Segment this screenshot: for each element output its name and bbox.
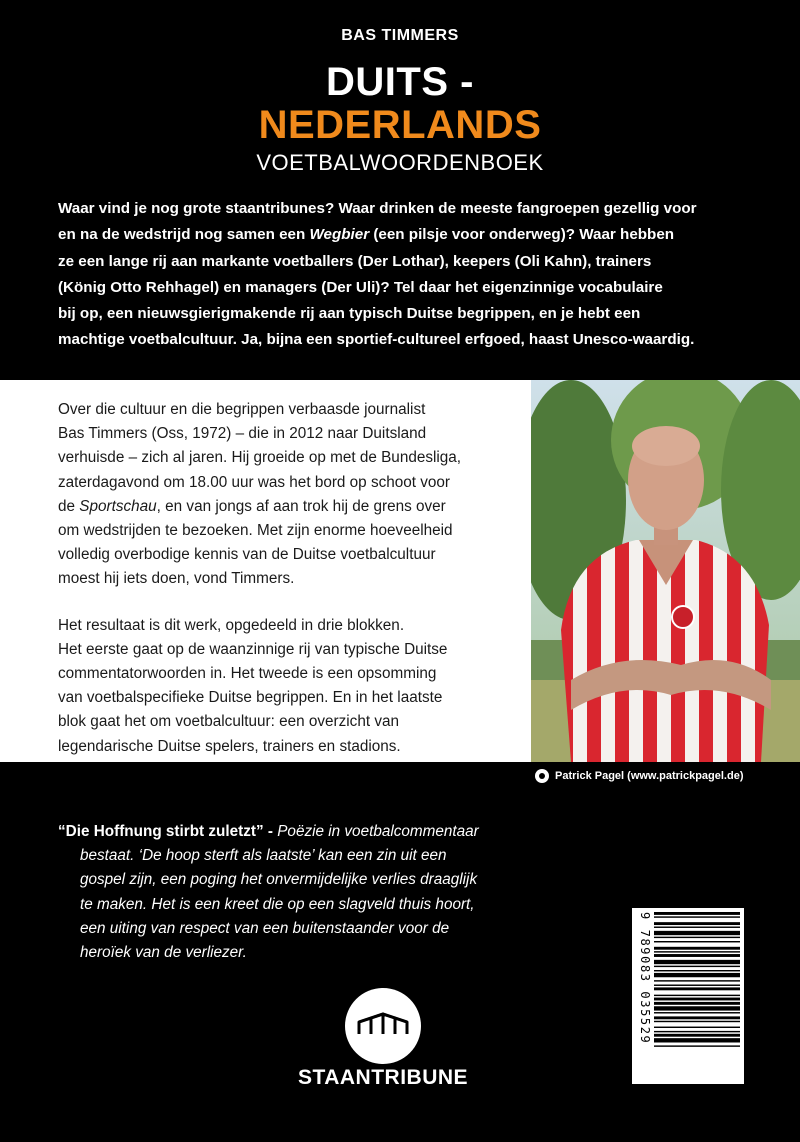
- quote-line: te maken. Het is een kreet die op een slagveld thuis hoort,: [80, 895, 475, 913]
- barcode-bar: [654, 1006, 740, 1010]
- body-line: commentatorwoorden in. Het tweede is een opsomming: [58, 665, 437, 683]
- quote-line: heroïek van de verliezer.: [80, 944, 247, 962]
- barcode-bar: [654, 966, 740, 967]
- publisher-name: STAANTRIBUNE: [297, 1066, 469, 1089]
- barcode-bar: [654, 980, 740, 981]
- intro-line: bij op, een nieuwsgierigmakende rij aan typisch Duitse begrippen, en je hebt een: [58, 305, 641, 323]
- barcode-bar: [654, 916, 740, 917]
- barcode-bar: [654, 947, 740, 950]
- publisher-logo: [345, 988, 421, 1064]
- barcode-bar: [654, 995, 740, 996]
- barcode-bar: [654, 922, 740, 925]
- barcode-bar: [654, 912, 740, 915]
- quote-line: bestaat. ‘De hoop sterft als laatste’ kan een zin uit een: [80, 847, 447, 865]
- author-name: BAS TIMMERS: [341, 27, 459, 44]
- body-line: om wedstrijden te bezoeken. Met zijn enorme hoeveelheid: [58, 522, 453, 540]
- subtitle: VOETBALWOORDENBOEK: [256, 150, 544, 175]
- body-line: van voetbalspecifieke Duitse begrippen. En in het laatste: [58, 689, 443, 707]
- intro-paragraph: [58, 196, 758, 354]
- barcode-bar: [654, 1021, 740, 1022]
- barcode-bar: [654, 1016, 740, 1019]
- quote-block: [58, 820, 578, 965]
- author-photo: [531, 380, 800, 762]
- barcode-bar: [654, 1034, 740, 1037]
- header-section: [0, 0, 800, 380]
- body-line: blok gaat het om voetbalcultuur: een overzicht van: [58, 713, 399, 731]
- body-line: zaterdagavond om 18.00 uur was het bord op schoot voor: [58, 473, 451, 491]
- intro-line: ze een lange rij aan markante voetballers (Der Lothar), keepers (Oli Kahn), trainers: [58, 252, 652, 270]
- barcode-bar: [654, 931, 740, 935]
- barcode-bar: [654, 985, 740, 986]
- barcode-bar: [654, 1038, 740, 1042]
- camera-icon: [535, 769, 549, 783]
- isbn-digits: 9 789083 035529: [638, 912, 652, 1045]
- barcode-bar: [654, 987, 740, 990]
- middle-section: [0, 380, 800, 762]
- barcode-bar: [654, 937, 740, 938]
- barcode-bar: [654, 954, 740, 957]
- intro-line: Waar vind je nog grote staantribunes? Waar drinken de meeste fangroepen gezellig voor: [58, 200, 697, 217]
- barcode-bar: [654, 970, 740, 971]
- body-line: Het eerste gaat op de waanzinnige rij van typische Duitse: [58, 640, 448, 658]
- barcode-bar: [654, 941, 740, 942]
- barcode-bar: [654, 951, 740, 952]
- barcode-bar: [654, 1045, 740, 1046]
- quote-line: gospel zijn, een poging het onvermijdelijke verlies draaglijk: [80, 871, 478, 889]
- barcode-bar: [654, 927, 740, 928]
- photo-credit: [535, 766, 795, 786]
- intro-line: machtige voetbalcultuur. Ja, bijna een sportief-cultureel erfgoed, haast Unesco-waardig.: [58, 331, 695, 349]
- barcode-bar: [654, 973, 740, 977]
- barcode-bar: [654, 1012, 740, 1013]
- barcode-bar: [654, 960, 740, 964]
- title-line-1: DUITS -: [326, 60, 474, 104]
- barcode-bar: [654, 1027, 740, 1028]
- quote-headline: “Die Hoffnung stirbt zuletzt” -: [58, 823, 273, 840]
- body-line: de Sportschau, en van jongs af aan trok hij de grens over: [58, 497, 446, 515]
- quote-line: “Die Hoffnung stirbt zuletzt” - Poëzie in voetbalcommentaar: [58, 823, 479, 840]
- body-line: Over die cultuur en die begrippen verbaasde journalist: [58, 401, 426, 418]
- barcode-bar: [654, 998, 740, 1001]
- barcode-bar: [654, 1002, 740, 1005]
- body-line: Bas Timmers (Oss, 1972) – die in 2012 naar Duitsland: [58, 425, 427, 443]
- body-line: moest hij iets doen, vond Timmers.: [58, 570, 295, 588]
- body-line: legendarische Duitse spelers, trainers en stadions.: [58, 737, 401, 755]
- barcode-bar: [654, 1031, 740, 1032]
- body-line: volledig overbodige kennis van de Duitse voetbalcultuur: [58, 546, 436, 564]
- photo-credit-text: Patrick Pagel (www.patrickpagel.de): [555, 770, 744, 782]
- intro-line: en na de wedstrijd nog samen een Wegbier (een pilsje voor onderweg)? Waar hebben: [58, 226, 675, 244]
- title-line-2: NEDERLANDS: [258, 103, 542, 147]
- body-line: Het resultaat is dit werk, opgedeeld in drie blokken.: [58, 616, 405, 634]
- body-line: verhuisde – zich al jaren. Hij groeide op met de Bundesliga,: [58, 449, 462, 467]
- body-text: [58, 398, 528, 759]
- intro-line: (König Otto Rehhagel) en managers (Der Uli)? Tel daar het eigenzinnige vocabulaire: [58, 278, 663, 296]
- quote-line: een uiting van respect van een buitenstaander voor de: [80, 919, 450, 937]
